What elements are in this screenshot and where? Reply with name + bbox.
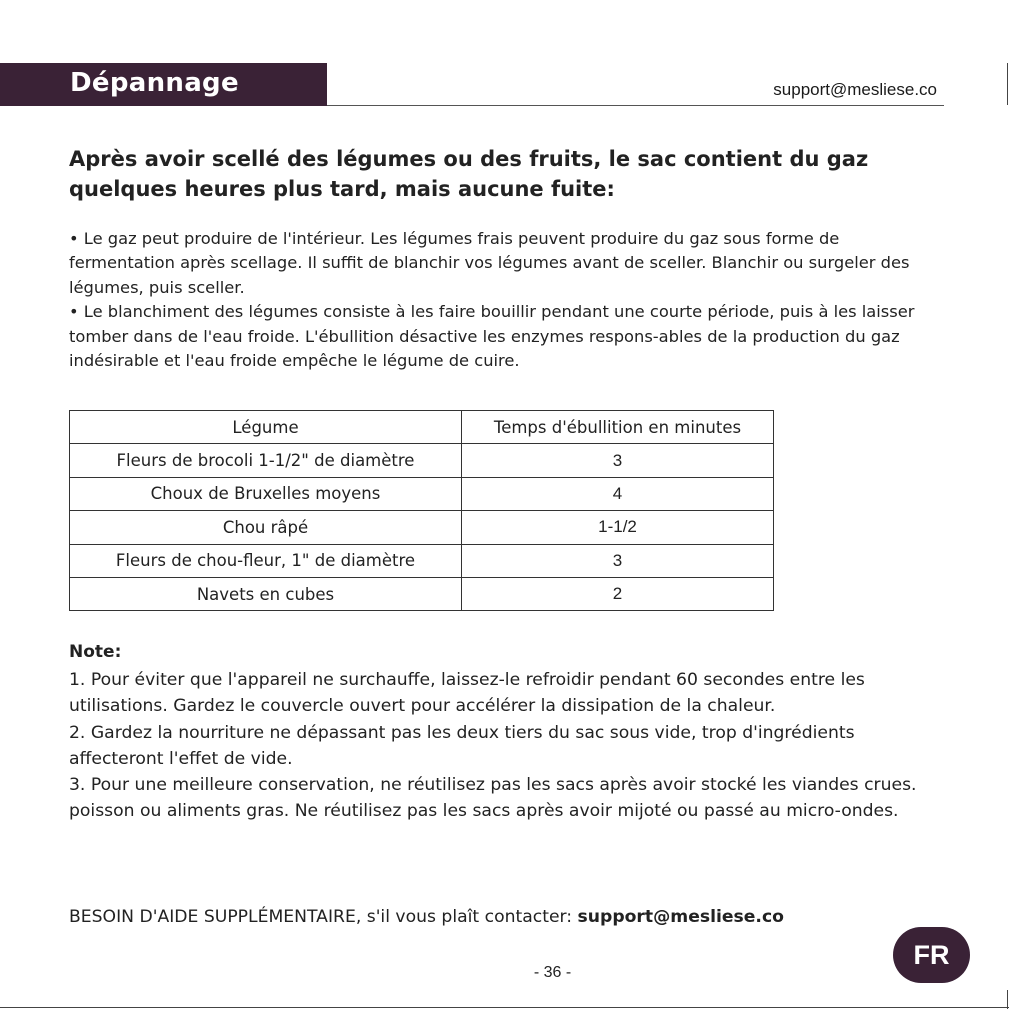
section-heading: Après avoir scellé des légumes ou des fruits, le sac contient du gaz quelques heures plus tard, mais aucune fuite:	[69, 147, 869, 201]
note-heading: Note:	[69, 642, 122, 662]
table-row	[70, 544, 774, 577]
table-header-boil-time: Temps d'ébullition en minutes	[462, 411, 774, 444]
intro-text	[69, 227, 939, 373]
table-cell-vegetable: Fleurs de brocoli 1-1/2" de diamètre	[70, 444, 462, 477]
table-row	[70, 511, 774, 544]
page-bottom-rule	[0, 1007, 1009, 1008]
table-cell-minutes: 4	[462, 477, 774, 510]
help-text: BESOIN D'AIDE SUPPLÉMENTAIRE, s'il vous plaît contacter:	[69, 907, 578, 927]
note-item: 1. Pour éviter que l'appareil ne surchauffe, laissez-le refroidir pendant 60 secondes entre les utilisations. Gardez le couvercle ouvert pour accélérer la dissipation de la chaleur.	[69, 670, 865, 717]
table-cell-vegetable: Navets en cubes	[70, 577, 462, 610]
note-item: 2. Gardez la nourriture ne dépassant pas les deux tiers du sac sous vide, trop d'ingrédients affecteront l'effet de vide.	[69, 722, 855, 769]
page-edge-line-top	[1007, 63, 1008, 105]
table-row	[70, 477, 774, 510]
table-cell-vegetable: Fleurs de chou-fleur, 1" de diamètre	[70, 544, 462, 577]
table-cell-vegetable: Choux de Bruxelles moyens	[70, 477, 462, 510]
intro-paragraph: • Le blanchiment des légumes consiste à les faire bouillir pendant une courte période, puis à les laisser tomber dans de l'eau froide. L'ébullition désactive les enzymes respons-ables de la production du gaz indésirable et l'eau froide empêche le légume de cuire.	[69, 302, 915, 371]
help-support-email: support@mesliese.co	[577, 907, 784, 927]
intro-paragraph: • Le gaz peut produire de l'intérieur. Les légumes frais peuvent produire du gaz sous forme de fermentation après scellage. Il suffit de blanchir vos légumes avant de sceller. Blanchir ou surgeler des légumes, puis sceller.	[69, 229, 910, 297]
note-list	[69, 667, 939, 825]
table-row	[70, 444, 774, 477]
table-cell-minutes: 3	[462, 444, 774, 477]
table-cell-minutes: 2	[462, 577, 774, 610]
help-line	[69, 907, 949, 927]
page-number: - 36 -	[533, 964, 572, 981]
note-item: 3. Pour une meilleure conservation, ne réutilisez pas les sacs après avoir stocké les viandes crues. poisson ou aliments gras. Ne réutilisez pas les sacs après avoir mijoté ou passé au micro-ondes.	[69, 775, 917, 822]
table-row	[70, 577, 774, 610]
header-rule	[327, 105, 944, 106]
table-cell-vegetable: Chou râpé	[70, 511, 462, 544]
table-header-vegetable: Légume	[70, 411, 462, 444]
blanching-table	[69, 410, 774, 611]
page-title: Dépannage	[70, 68, 239, 98]
table-cell-minutes: 1-1/2	[462, 511, 774, 544]
table-header-row	[70, 411, 774, 444]
table-cell-minutes: 3	[462, 544, 774, 577]
header-support-email: support@mesliese.co	[773, 80, 937, 99]
language-badge: FR	[893, 927, 970, 983]
header-band	[0, 63, 327, 106]
